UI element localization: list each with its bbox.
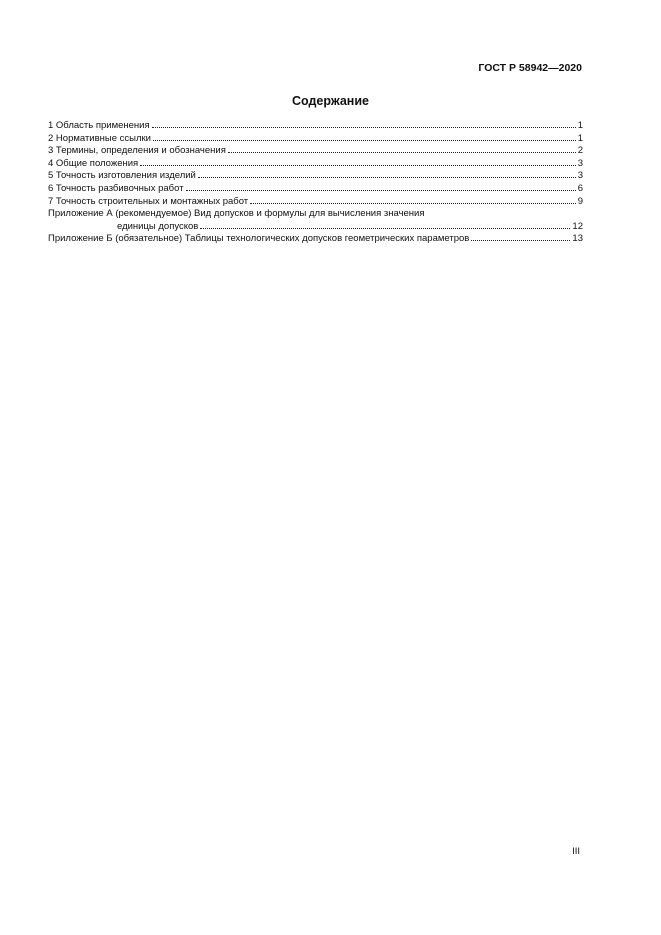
toc-leader-dots [198,177,576,178]
toc-leader-dots [152,127,576,128]
toc-entry[interactable] [48,133,583,146]
toc-entry-page: 1 [577,120,583,131]
toc-entry-page: 3 [577,157,583,169]
toc-leader-dots [200,228,570,229]
toc-entry-label: 3 Термины, определения и обозначения [48,145,226,157]
toc-entry-label: 5 Точность изготовления изделий [48,170,196,182]
toc-entry-label: 2 Нормативные ссылки [48,132,151,144]
toc-leader-dots [228,152,576,153]
toc-entry-page: 9 [577,195,583,207]
toc-entry[interactable] [48,196,583,209]
toc-entry[interactable] [48,120,583,133]
toc-leader-dots [140,165,576,166]
toc-entry-page: 1 [577,132,583,144]
toc-entry-label: 6 Точность разбивочных работ [48,182,184,194]
toc-entry-page: 12 [572,220,583,232]
toc-entry[interactable] [48,158,583,171]
toc-entry-page: 3 [577,170,583,182]
toc-entry-page: 2 [577,145,583,157]
toc-leader-dots [153,140,576,141]
toc-entry-label: Приложение Б (обязательное) Таблицы технологических допусков геометрических параметров [48,233,470,245]
toc-entry-page: 6 [577,182,583,194]
toc-entry-appendix-b[interactable] [48,233,583,246]
toc-entry-page: 13 [572,233,583,245]
toc-entry-label: 1 Область применения [48,120,150,131]
toc-leader-dots [471,240,570,241]
toc-leader-dots [186,190,576,191]
page-title: Содержание [291,94,369,108]
toc-entry-appendix-a[interactable] [48,208,583,233]
toc-leader-dots [250,203,576,204]
toc-entry-label: 4 Общие положения [48,157,139,169]
toc-entry-label-continuation: единицы допусков [117,220,199,232]
table-of-contents [48,120,583,246]
document-standard-number: ГОСТ Р 58942—2020 [478,62,582,74]
toc-entry[interactable] [48,170,583,183]
page-number: III [572,846,580,857]
toc-entry-label: Приложение А (рекомендуемое) Вид допусков и формулы для вычисления значения [48,208,425,220]
toc-entry[interactable] [48,183,583,196]
toc-entry-label: 7 Точность строительных и монтажных работ [48,195,249,207]
toc-entry[interactable] [48,145,583,158]
